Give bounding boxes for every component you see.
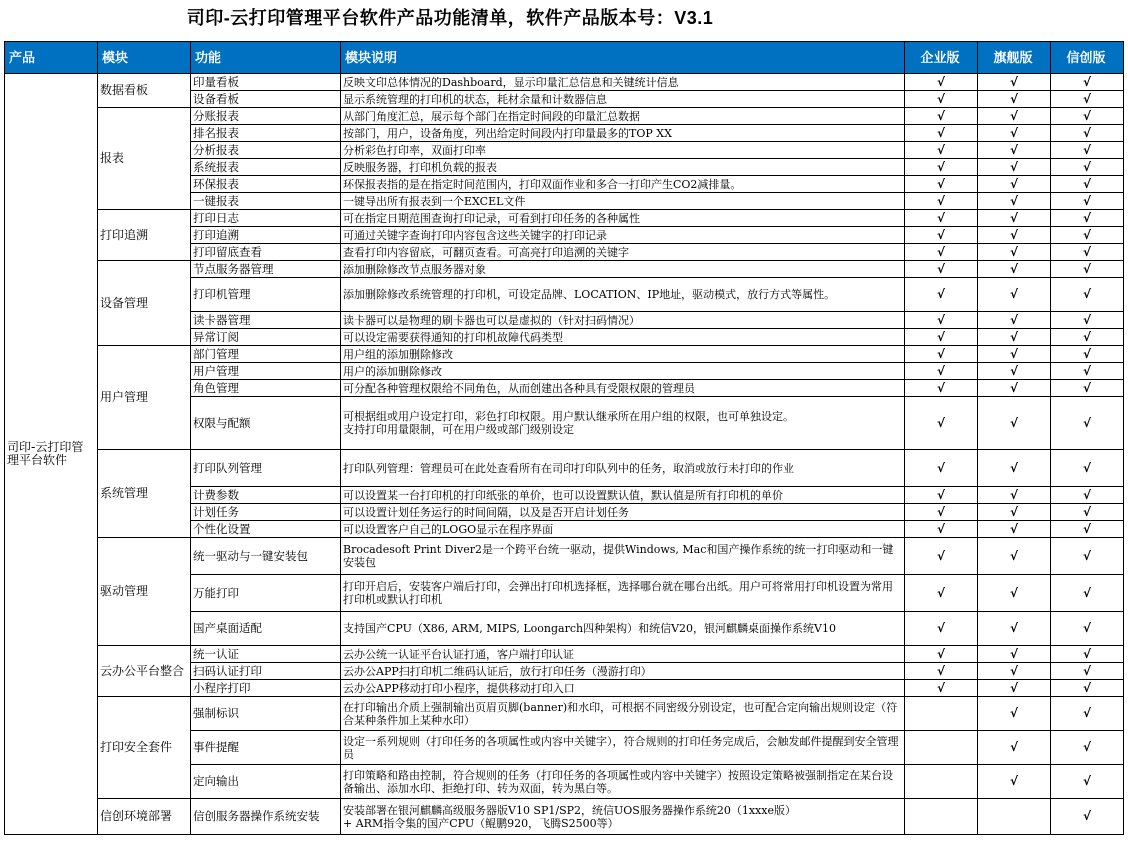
description-cell: 一键导出所有报表到一个EXCEL文件 bbox=[341, 193, 905, 210]
flagship-check: √ bbox=[978, 244, 1051, 261]
enterprise-check: √ bbox=[905, 91, 978, 108]
enterprise-check bbox=[905, 765, 978, 799]
feature-cell: 异常订阅 bbox=[191, 329, 341, 346]
enterprise-check: √ bbox=[905, 380, 978, 397]
feature-cell: 用户管理 bbox=[191, 363, 341, 380]
product-cell: 司印-云打印管理平台软件 bbox=[5, 74, 98, 835]
header-product: 产品 bbox=[5, 42, 98, 74]
module-cell: 打印安全套件 bbox=[98, 697, 191, 799]
enterprise-check: √ bbox=[905, 74, 978, 91]
xinchuang-check: √ bbox=[1051, 697, 1124, 731]
flagship-check: √ bbox=[978, 487, 1051, 504]
flagship-check: √ bbox=[978, 504, 1051, 521]
description-cell: 支持国产CPU（X86, ARM, MIPS, Loongarch四种架构）和统信V20，银河麒麟桌面操作系统V10 bbox=[341, 612, 905, 646]
flagship-check: √ bbox=[978, 397, 1051, 450]
table-body bbox=[5, 74, 1124, 835]
flagship-check: √ bbox=[978, 159, 1051, 176]
flagship-check: √ bbox=[978, 125, 1051, 142]
xinchuang-check: √ bbox=[1051, 612, 1124, 646]
flagship-check: √ bbox=[978, 329, 1051, 346]
enterprise-check: √ bbox=[905, 521, 978, 538]
xinchuang-check: √ bbox=[1051, 125, 1124, 142]
enterprise-check: √ bbox=[905, 646, 978, 663]
description-cell: 可在指定日期范围查询打印记录，可看到打印任务的各种属性 bbox=[341, 210, 905, 227]
feature-cell: 打印留底查看 bbox=[191, 244, 341, 261]
description-cell: 查看打印内容留底，可翻页查看。可高亮打印追溯的关键字 bbox=[341, 244, 905, 261]
module-cell: 报表 bbox=[98, 108, 191, 210]
feature-cell: 统一认证 bbox=[191, 646, 341, 663]
feature-cell: 万能打印 bbox=[191, 575, 341, 612]
flagship-check: √ bbox=[978, 278, 1051, 312]
xinchuang-check: √ bbox=[1051, 575, 1124, 612]
enterprise-check: √ bbox=[905, 125, 978, 142]
header-xinchuang: 信创版 bbox=[1051, 42, 1124, 74]
xinchuang-check: √ bbox=[1051, 765, 1124, 799]
feature-cell: 部门管理 bbox=[191, 346, 341, 363]
feature-cell: 环保报表 bbox=[191, 176, 341, 193]
description-cell: 可以设置客户自己的LOGO显示在程序界面 bbox=[341, 521, 905, 538]
enterprise-check: √ bbox=[905, 612, 978, 646]
feature-cell: 信创服务器操作系统安装 bbox=[191, 799, 341, 835]
description-cell: 环保报表指的是在指定时间范围内，打印双面作业和多合一打印产生CO2减排量。 bbox=[341, 176, 905, 193]
xinchuang-check: √ bbox=[1051, 91, 1124, 108]
description-cell: 云办公APP移动打印小程序，提供移动打印入口 bbox=[341, 680, 905, 697]
xinchuang-check: √ bbox=[1051, 329, 1124, 346]
description-cell: 反映服务器，打印机负载的报表 bbox=[341, 159, 905, 176]
xinchuang-check: √ bbox=[1051, 176, 1124, 193]
xinchuang-check: √ bbox=[1051, 244, 1124, 261]
flagship-check: √ bbox=[978, 227, 1051, 244]
enterprise-check: √ bbox=[905, 193, 978, 210]
enterprise-check: √ bbox=[905, 227, 978, 244]
description-cell: 用户的添加删除修改 bbox=[341, 363, 905, 380]
xinchuang-check: √ bbox=[1051, 680, 1124, 697]
flagship-check: √ bbox=[978, 612, 1051, 646]
flagship-check: √ bbox=[978, 450, 1051, 487]
flagship-check: √ bbox=[978, 142, 1051, 159]
header-module: 模块 bbox=[98, 42, 191, 74]
description-cell: 安装部署在银河麒麟高级服务器版V10 SP1/SP2，统信UOS服务器操作系统20（1xxxe版） + ARM指令集的国产CPU（鲲鹏920，飞腾S2500等） bbox=[341, 799, 905, 835]
enterprise-check bbox=[905, 697, 978, 731]
feature-cell: 系统报表 bbox=[191, 159, 341, 176]
feature-cell: 扫码认证打印 bbox=[191, 663, 341, 680]
description-cell: 设定一系列规则（打印任务的各项属性或内容中关键字），符合规则的打印任务完成后，会触发邮件提醒到安全管理员 bbox=[341, 731, 905, 765]
xinchuang-check: √ bbox=[1051, 108, 1124, 125]
description-cell: Brocadesoft Print Diver2是一个跨平台统一驱动，提供Windows, Mac和国产操作系统的统一打印驱动和一键安装包 bbox=[341, 538, 905, 575]
enterprise-check: √ bbox=[905, 142, 978, 159]
description-cell: 可以设置某一台打印机的打印纸张的单价，也可以设置默认值，默认值是所有打印机的单价 bbox=[341, 487, 905, 504]
description-cell: 可以设置计划任务运行的时间间隔，以及是否开启计划任务 bbox=[341, 504, 905, 521]
enterprise-check: √ bbox=[905, 450, 978, 487]
feature-cell: 印量看板 bbox=[191, 74, 341, 91]
description-cell: 打印开启后，安装客户端后打印，会弹出打印机选择框，选择哪台就在哪台出纸。用户可将常用打印机设置为常用打印机或默认打印机 bbox=[341, 575, 905, 612]
enterprise-check: √ bbox=[905, 487, 978, 504]
description-cell: 云办公APP扫打印机二维码认证后，放行打印任务（漫游打印） bbox=[341, 663, 905, 680]
enterprise-check: √ bbox=[905, 244, 978, 261]
feature-cell: 定向输出 bbox=[191, 765, 341, 799]
xinchuang-check: √ bbox=[1051, 799, 1124, 835]
page-title: 司印-云打印管理平台软件产品功能清单，软件产品版本号：V3.1 bbox=[186, 8, 714, 28]
xinchuang-check: √ bbox=[1051, 261, 1124, 278]
enterprise-check: √ bbox=[905, 108, 978, 125]
enterprise-check: √ bbox=[905, 680, 978, 697]
table-row bbox=[5, 74, 1124, 91]
feature-cell: 分账报表 bbox=[191, 108, 341, 125]
flagship-check: √ bbox=[978, 765, 1051, 799]
enterprise-check: √ bbox=[905, 575, 978, 612]
feature-cell: 打印队列管理 bbox=[191, 450, 341, 487]
header-feature: 功能 bbox=[191, 42, 341, 74]
xinchuang-check: √ bbox=[1051, 227, 1124, 244]
xinchuang-check: √ bbox=[1051, 142, 1124, 159]
table-row bbox=[5, 210, 1124, 227]
enterprise-check: √ bbox=[905, 261, 978, 278]
feature-cell: 打印机管理 bbox=[191, 278, 341, 312]
description-cell: 添加删除修改系统管理的打印机，可设定品牌、LOCATION、IP地址，驱动模式，放行方式等属性。 bbox=[341, 278, 905, 312]
flagship-check: √ bbox=[978, 210, 1051, 227]
xinchuang-check: √ bbox=[1051, 538, 1124, 575]
enterprise-check: √ bbox=[905, 176, 978, 193]
feature-cell: 计费参数 bbox=[191, 487, 341, 504]
enterprise-check: √ bbox=[905, 278, 978, 312]
table-row bbox=[5, 450, 1124, 487]
description-cell: 在打印输出介质上强制输出页眉页脚(banner)和水印，可根据不同密级分别设定，也可配合定向输出规则设定（符合某种条件加上某种水印） bbox=[341, 697, 905, 731]
feature-cell: 角色管理 bbox=[191, 380, 341, 397]
xinchuang-check: √ bbox=[1051, 159, 1124, 176]
description-cell: 可以设定需要获得通知的打印机故障代码类型 bbox=[341, 329, 905, 346]
feature-cell: 小程序打印 bbox=[191, 680, 341, 697]
description-cell: 反映文印总体情况的Dashboard，显示印量汇总信息和关键统计信息 bbox=[341, 74, 905, 91]
table-row bbox=[5, 108, 1124, 125]
flagship-check: √ bbox=[978, 363, 1051, 380]
header-flagship: 旗舰版 bbox=[978, 42, 1051, 74]
module-cell: 驱动管理 bbox=[98, 538, 191, 646]
flagship-check: √ bbox=[978, 663, 1051, 680]
xinchuang-check: √ bbox=[1051, 663, 1124, 680]
flagship-check: √ bbox=[978, 680, 1051, 697]
module-cell: 系统管理 bbox=[98, 450, 191, 538]
feature-cell: 节点服务器管理 bbox=[191, 261, 341, 278]
xinchuang-check: √ bbox=[1051, 363, 1124, 380]
xinchuang-check: √ bbox=[1051, 210, 1124, 227]
module-cell: 信创环境部署 bbox=[98, 799, 191, 835]
table-row bbox=[5, 697, 1124, 731]
enterprise-check: √ bbox=[905, 346, 978, 363]
xinchuang-check: √ bbox=[1051, 521, 1124, 538]
enterprise-check bbox=[905, 799, 978, 835]
flagship-check: √ bbox=[978, 538, 1051, 575]
enterprise-check: √ bbox=[905, 159, 978, 176]
feature-cell: 排名报表 bbox=[191, 125, 341, 142]
xinchuang-check: √ bbox=[1051, 646, 1124, 663]
table-row bbox=[5, 646, 1124, 663]
enterprise-check: √ bbox=[905, 329, 978, 346]
enterprise-check: √ bbox=[905, 663, 978, 680]
feature-cell: 设备看板 bbox=[191, 91, 341, 108]
flagship-check: √ bbox=[978, 380, 1051, 397]
feature-cell: 事件提醒 bbox=[191, 731, 341, 765]
xinchuang-check: √ bbox=[1051, 346, 1124, 363]
xinchuang-check: √ bbox=[1051, 731, 1124, 765]
module-cell: 数据看板 bbox=[98, 74, 191, 108]
feature-table bbox=[4, 41, 1124, 835]
description-cell: 读卡器可以是物理的刷卡器也可以是虚拟的（针对扫码情况） bbox=[341, 312, 905, 329]
table-row bbox=[5, 799, 1124, 835]
xinchuang-check: √ bbox=[1051, 450, 1124, 487]
header-row bbox=[5, 42, 1124, 74]
flagship-check: √ bbox=[978, 731, 1051, 765]
module-cell: 设备管理 bbox=[98, 261, 191, 346]
description-cell: 显示系统管理的打印机的状态，耗材余量和计数器信息 bbox=[341, 91, 905, 108]
enterprise-check bbox=[905, 731, 978, 765]
flagship-check: √ bbox=[978, 521, 1051, 538]
flagship-check: √ bbox=[978, 312, 1051, 329]
flagship-check: √ bbox=[978, 193, 1051, 210]
description-cell: 打印队列管理：管理员可在此处查看所有在司印打印队列中的任务，取消或放行未打印的作业 bbox=[341, 450, 905, 487]
description-cell: 从部门角度汇总，展示每个部门在指定时间段的印量汇总数据 bbox=[341, 108, 905, 125]
description-cell: 可分配各种管理权限给不同角色，从而创建出各种具有受限权限的管理员 bbox=[341, 380, 905, 397]
module-cell: 打印追溯 bbox=[98, 210, 191, 261]
flagship-check: √ bbox=[978, 91, 1051, 108]
feature-cell: 打印日志 bbox=[191, 210, 341, 227]
xinchuang-check: √ bbox=[1051, 504, 1124, 521]
description-cell: 可根据组或用户设定打印，彩色打印权限。用户默认继承所在用户组的权限，也可单独设定。 支持打印用量限制，可在用户级或部门级别设定 bbox=[341, 397, 905, 450]
xinchuang-check: √ bbox=[1051, 397, 1124, 450]
module-cell: 云办公平台整合 bbox=[98, 646, 191, 697]
feature-cell: 读卡器管理 bbox=[191, 312, 341, 329]
description-cell: 可通过关键字查询打印内容包含这些关键字的打印记录 bbox=[341, 227, 905, 244]
flagship-check: √ bbox=[978, 575, 1051, 612]
description-cell: 云办公统一认证平台认证打通，客户端打印认证 bbox=[341, 646, 905, 663]
table-row bbox=[5, 261, 1124, 278]
header-enterprise: 企业版 bbox=[905, 42, 978, 74]
feature-cell: 打印追溯 bbox=[191, 227, 341, 244]
flagship-check: √ bbox=[978, 176, 1051, 193]
xinchuang-check: √ bbox=[1051, 312, 1124, 329]
enterprise-check: √ bbox=[905, 312, 978, 329]
flagship-check: √ bbox=[978, 108, 1051, 125]
xinchuang-check: √ bbox=[1051, 380, 1124, 397]
description-cell: 按部门，用户，设备角度，列出给定时间段内打印量最多的TOP XX bbox=[341, 125, 905, 142]
flagship-check: √ bbox=[978, 261, 1051, 278]
header-description: 模块说明 bbox=[341, 42, 905, 74]
enterprise-check: √ bbox=[905, 363, 978, 380]
xinchuang-check: √ bbox=[1051, 193, 1124, 210]
feature-cell: 国产桌面适配 bbox=[191, 612, 341, 646]
flagship-check: √ bbox=[978, 697, 1051, 731]
description-cell: 用户组的添加删除修改 bbox=[341, 346, 905, 363]
enterprise-check: √ bbox=[905, 538, 978, 575]
description-cell: 打印策略和路由控制，符合规则的任务（打印任务的各项属性或内容中关键字）按照设定策略被强制指定在某台设备输出、添加水印、拒绝打印、转为双面，转为黑白等。 bbox=[341, 765, 905, 799]
flagship-check bbox=[978, 799, 1051, 835]
module-cell: 用户管理 bbox=[98, 346, 191, 450]
description-cell: 分析彩色打印率，双面打印率 bbox=[341, 142, 905, 159]
flagship-check: √ bbox=[978, 74, 1051, 91]
feature-cell: 权限与配额 bbox=[191, 397, 341, 450]
xinchuang-check: √ bbox=[1051, 74, 1124, 91]
enterprise-check: √ bbox=[905, 397, 978, 450]
feature-cell: 个性化设置 bbox=[191, 521, 341, 538]
description-cell: 添加删除修改节点服务器对象 bbox=[341, 261, 905, 278]
feature-cell: 一键报表 bbox=[191, 193, 341, 210]
feature-cell: 强制标识 bbox=[191, 697, 341, 731]
feature-cell: 统一驱动与一键安装包 bbox=[191, 538, 341, 575]
flagship-check: √ bbox=[978, 646, 1051, 663]
xinchuang-check: √ bbox=[1051, 487, 1124, 504]
feature-cell: 计划任务 bbox=[191, 504, 341, 521]
table-row bbox=[5, 346, 1124, 363]
enterprise-check: √ bbox=[905, 504, 978, 521]
table-row bbox=[5, 538, 1124, 575]
feature-cell: 分析报表 bbox=[191, 142, 341, 159]
flagship-check: √ bbox=[978, 346, 1051, 363]
enterprise-check: √ bbox=[905, 210, 978, 227]
xinchuang-check: √ bbox=[1051, 278, 1124, 312]
